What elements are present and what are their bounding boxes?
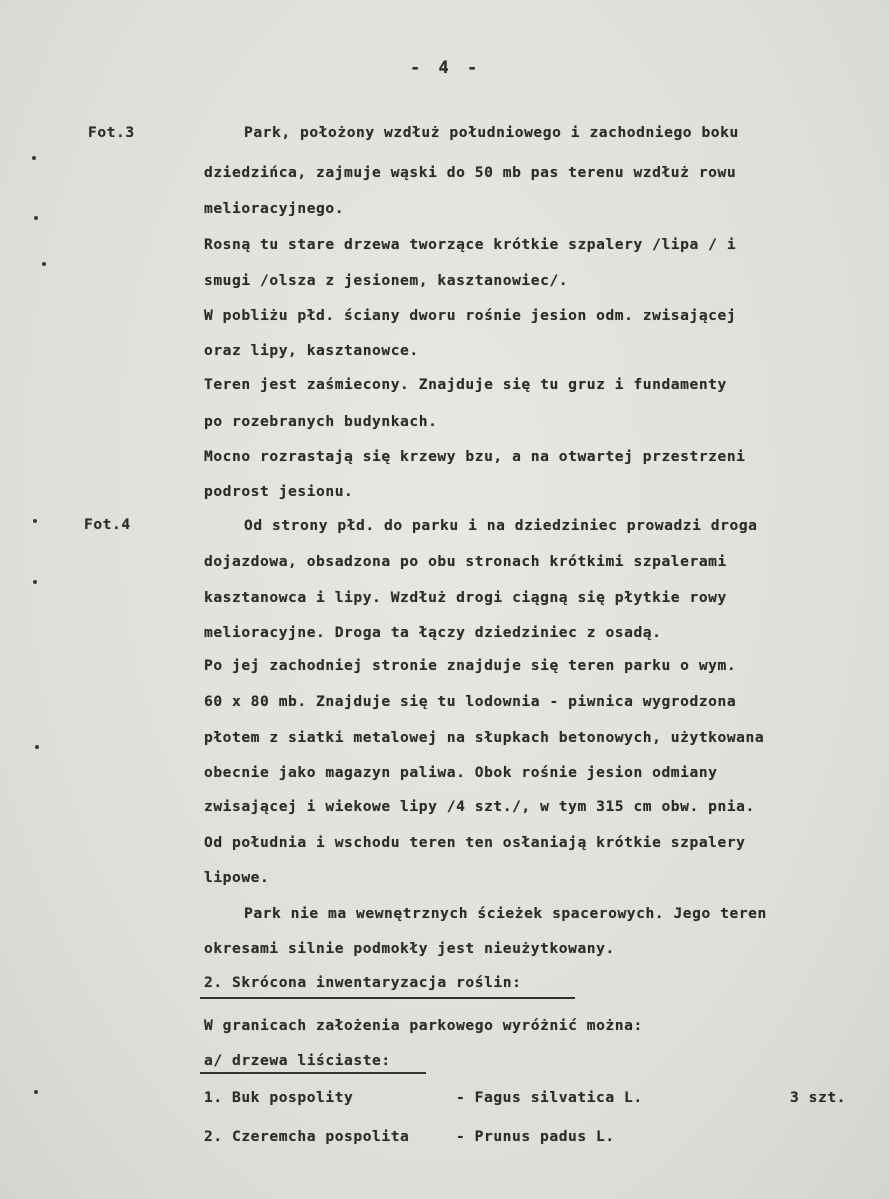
text-line: lipowe. <box>204 869 270 886</box>
subsection-heading-underline <box>200 1072 426 1074</box>
photo-label-fot4: Fot.4 <box>84 516 131 533</box>
text-line: płotem z siatki metalowej na słupkach betonowych, użytkowana <box>204 729 765 746</box>
section-heading: 2. Skrócona inwentaryzacja roślin: <box>204 974 522 991</box>
text-line: 60 x 80 mb. Znajduje się tu lodownia - piwnica wygrodzona <box>204 693 737 710</box>
text-line: dojazdowa, obsadzona po obu stronach krótkimi szpalerami <box>204 553 727 570</box>
margin-speck <box>33 519 37 523</box>
text-line: Po jej zachodniej stronie znajduje się teren parku o wym. <box>204 657 737 674</box>
margin-speck <box>34 1090 38 1094</box>
photo-label-fot3: Fot.3 <box>88 124 135 141</box>
text-line: Od południa i wschodu teren ten osłaniają krótkie szpalery <box>204 834 746 851</box>
text-line: Park nie ma wewnętrznych ścieżek spacerowych. Jego teren <box>244 905 767 922</box>
margin-speck <box>33 580 37 584</box>
page-number: - 4 - <box>410 58 482 78</box>
text-line: Teren jest zaśmiecony. Znajduje się tu gruz i fundamenty <box>204 376 727 393</box>
margin-speck <box>35 745 39 749</box>
text-line: melioracyjnego. <box>204 200 345 217</box>
text-line: Park, położony wzdłuż południowego i zachodniego boku <box>244 124 739 141</box>
text-line: smugi /olsza z jesionem, kasztanowiec/. <box>204 272 569 289</box>
text-line: podrost jesionu. <box>204 483 354 500</box>
margin-speck <box>32 156 36 160</box>
text-line: Od strony płd. do parku i na dziedziniec prowadzi droga <box>244 517 758 534</box>
text-line: oraz lipy, kasztanowce. <box>204 342 419 359</box>
margin-speck <box>42 262 46 266</box>
text-line: zwisającej i wiekowe lipy /4 szt./, w tym 315 cm obw. pnia. <box>204 798 755 815</box>
text-line: W pobliżu płd. ściany dworu rośnie jesion odm. zwisającej <box>204 307 737 324</box>
species-latin-name: - Fagus silvatica L. <box>456 1089 643 1106</box>
text-line: Mocno rozrastają się krzewy bzu, a na otwartej przestrzeni <box>204 448 746 465</box>
species-polish-name: 2. Czeremcha pospolita <box>204 1128 410 1145</box>
subsection-heading: a/ drzewa liściaste: <box>204 1052 391 1069</box>
text-line: po rozebranych budynkach. <box>204 413 438 430</box>
text-line: W granicach założenia parkowego wyróżnić można: <box>204 1017 643 1034</box>
species-polish-name: 1. Buk pospolity <box>204 1089 354 1106</box>
text-line: dziedzińca, zajmuje wąski do 50 mb pas terenu wzdłuż rowu <box>204 164 737 181</box>
text-line: Rosną tu stare drzewa tworzące krótkie szpalery /lipa / i <box>204 236 737 253</box>
margin-speck <box>34 216 38 220</box>
text-line: obecnie jako magazyn paliwa. Obok rośnie jesion odmiany <box>204 764 718 781</box>
species-count: 3 szt. <box>790 1089 847 1106</box>
text-line: melioracyjne. Droga ta łączy dziedziniec z osadą. <box>204 624 662 641</box>
section-heading-underline <box>200 997 575 999</box>
text-line: kasztanowca i lipy. Wzdłuż drogi ciągną się płytkie rowy <box>204 589 727 606</box>
text-line: okresami silnie podmokły jest nieużytkowany. <box>204 940 615 957</box>
species-latin-name: - Prunus padus L. <box>456 1128 615 1145</box>
